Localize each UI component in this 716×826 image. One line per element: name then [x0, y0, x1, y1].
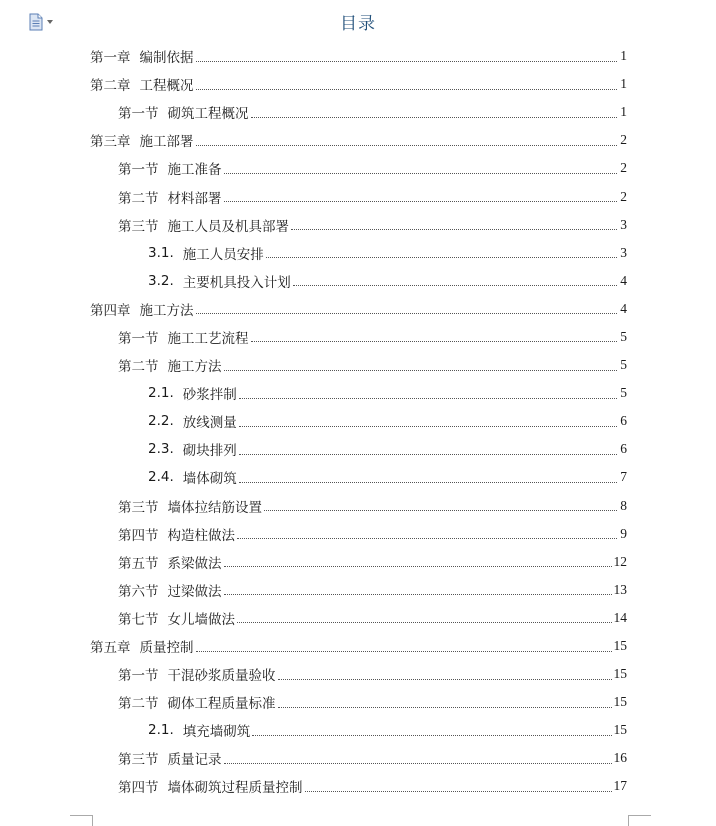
toc-dot-leader [196, 313, 618, 314]
toc-page-number: 8 [620, 497, 627, 513]
toc-page-number: 16 [613, 750, 627, 766]
toc-entry[interactable] [90, 744, 627, 772]
table-of-contents [90, 42, 627, 801]
toc-dot-leader [278, 707, 612, 708]
toc-entry-number: 2.3. [148, 441, 174, 458]
toc-entry-number: 第二节 [118, 359, 159, 376]
toc-entry[interactable] [90, 239, 627, 267]
toc-entry[interactable] [90, 772, 627, 800]
toc-entry-number: 第六节 [118, 583, 159, 600]
toc-page-number: 3 [620, 244, 627, 260]
toc-entry-number: 2.4. [148, 469, 174, 486]
toc-entry-number: 第三章 [90, 134, 131, 151]
toc-page-number: 1 [620, 48, 627, 64]
toc-entry-title: 施工人员安排 [182, 246, 264, 263]
toc-page-number: 14 [613, 609, 627, 625]
toc-page-number: 2 [620, 160, 627, 176]
toc-entry[interactable] [90, 548, 627, 576]
toc-dot-leader [266, 257, 617, 258]
toc-dot-leader [224, 566, 612, 567]
toc-entry-title: 干混砂浆质量验收 [167, 668, 276, 685]
toc-dot-leader [224, 763, 612, 764]
toc-entry[interactable] [90, 660, 627, 688]
toc-entry-number: 第一节 [118, 162, 159, 179]
toc-dot-leader [239, 482, 617, 483]
toc-entry-number: 第七节 [118, 611, 159, 628]
toc-dot-leader [239, 426, 617, 427]
toc-entry-number: 第三节 [118, 752, 159, 769]
toc-entry-title: 质量控制 [139, 640, 194, 657]
toc-page-number: 13 [613, 581, 627, 597]
toc-page-number: 15 [613, 694, 627, 710]
toc-entry-number: 第一节 [118, 668, 159, 685]
toc-entry-number: 第一节 [118, 330, 159, 347]
toc-dot-leader [196, 145, 618, 146]
toc-dot-leader [239, 398, 617, 399]
toc-entry-title: 墙体砌筑过程质量控制 [167, 780, 303, 797]
toc-entry-title: 系梁做法 [167, 555, 222, 572]
toc-entry[interactable] [90, 576, 627, 604]
toc-entry-number: 第五节 [118, 555, 159, 572]
toc-entry-title: 砌块排列 [182, 443, 237, 460]
toc-page-number: 4 [620, 272, 627, 288]
toc-entry-number: 第三节 [118, 499, 159, 516]
toc-entry[interactable] [90, 632, 627, 660]
toc-entry-number: 第四章 [90, 302, 131, 319]
toc-page-number: 12 [613, 553, 627, 569]
toc-page-number: 2 [620, 188, 627, 204]
toc-entry-title: 砌筑工程概况 [167, 106, 249, 123]
toc-entry-number: 3.2. [148, 272, 174, 289]
toc-dot-leader [224, 173, 618, 174]
toc-entry[interactable] [90, 435, 627, 463]
toc-entry-title: 构造柱做法 [167, 527, 235, 544]
toc-entry[interactable] [90, 182, 627, 210]
toc-dot-leader [196, 89, 618, 90]
toc-entry-title: 施工工艺流程 [167, 330, 249, 347]
toc-page-number: 6 [620, 441, 627, 457]
toc-dot-leader [237, 622, 612, 623]
toc-entry-title: 工程概况 [139, 78, 194, 95]
toc-dot-leader [224, 201, 618, 202]
toc-entry[interactable] [90, 42, 627, 70]
toc-entry-title: 墙体砌筑 [182, 471, 237, 488]
toc-dot-leader [252, 735, 611, 736]
toc-page-number: 4 [620, 300, 627, 316]
toc-dot-leader [293, 285, 617, 286]
toc-page-number: 7 [620, 469, 627, 485]
toc-entry-title: 施工方法 [139, 302, 194, 319]
toc-entry-title: 砌体工程质量标准 [167, 696, 276, 713]
toc-entry[interactable] [90, 520, 627, 548]
toc-entry[interactable] [90, 492, 627, 520]
toc-entry[interactable] [90, 70, 627, 98]
toc-page-number: 1 [620, 104, 627, 120]
toc-entry-title: 编制依据 [139, 50, 194, 67]
toc-entry[interactable] [90, 688, 627, 716]
toc-entry-number: 第一章 [90, 50, 131, 67]
toc-dot-leader [305, 791, 612, 792]
toc-page-number: 6 [620, 413, 627, 429]
toc-entry-number: 第二节 [118, 190, 159, 207]
toc-dot-leader [291, 229, 617, 230]
toc-page-number: 17 [613, 778, 627, 794]
toc-entry-title: 女儿墙做法 [167, 611, 235, 628]
page-corner-mark-right [628, 815, 651, 826]
toc-entry-number: 第四节 [118, 527, 159, 544]
toc-entry[interactable] [90, 463, 627, 491]
page-title: 目录 [340, 14, 376, 34]
toc-entry[interactable] [90, 351, 627, 379]
toc-entry-title: 施工人员及机具部署 [167, 218, 289, 235]
toc-page-number: 9 [620, 525, 627, 541]
toc-page-number: 15 [613, 666, 627, 682]
toc-page-number: 5 [620, 357, 627, 373]
toc-dot-leader [251, 341, 618, 342]
toc-entry-title: 过梁做法 [167, 583, 222, 600]
toc-entry[interactable] [90, 154, 627, 182]
toc-entry-number: 第二章 [90, 78, 131, 95]
toc-entry[interactable] [90, 295, 627, 323]
toc-entry[interactable] [90, 407, 627, 435]
toc-entry-title: 砂浆拌制 [182, 387, 237, 404]
toc-entry[interactable] [90, 379, 627, 407]
toc-entry-number: 第二节 [118, 696, 159, 713]
toc-entry[interactable] [90, 716, 627, 744]
toc-entry-title: 质量记录 [167, 752, 222, 769]
toc-dot-leader [237, 538, 617, 539]
toc-entry-title: 材料部署 [167, 190, 222, 207]
toc-entry-number: 第三节 [118, 218, 159, 235]
toc-entry-number: 3.1. [148, 244, 174, 261]
toc-page-number: 5 [620, 385, 627, 401]
toc-entry-title: 主要机具投入计划 [182, 274, 291, 291]
toc-entry[interactable] [90, 323, 627, 351]
toc-entry[interactable] [90, 604, 627, 632]
toc-dot-leader [196, 651, 612, 652]
toc-dot-leader [264, 510, 617, 511]
toc-entry[interactable] [90, 126, 627, 154]
toc-page-number: 15 [613, 638, 627, 654]
toc-entry-title: 施工准备 [167, 162, 222, 179]
page-corner-mark-left [70, 815, 93, 826]
toc-entry-number: 2.1. [148, 722, 174, 739]
toc-page-number: 2 [620, 132, 627, 148]
toc-entry[interactable] [90, 98, 627, 126]
toc-entry-number: 第一节 [118, 106, 159, 123]
toc-page-number: 1 [620, 76, 627, 92]
toc-dot-leader [251, 117, 618, 118]
toc-entry-number: 第四节 [118, 780, 159, 797]
toc-entry-number: 第五章 [90, 640, 131, 657]
toc-dot-leader [278, 679, 612, 680]
toc-entry-title: 填充墙砌筑 [182, 724, 251, 741]
toc-page-number: 3 [620, 216, 627, 232]
toc-entry-number: 2.2. [148, 413, 174, 430]
toc-dot-leader [224, 370, 618, 371]
toc-entry-title: 放线测量 [182, 415, 237, 432]
toc-entry[interactable] [90, 267, 627, 295]
toc-entry-title: 施工部署 [139, 134, 194, 151]
toc-dot-leader [239, 454, 617, 455]
toc-entry[interactable] [90, 211, 627, 239]
toc-dot-leader [224, 594, 612, 595]
toc-entry-title: 施工方法 [167, 359, 222, 376]
toc-page-number: 15 [613, 722, 627, 738]
toc-dot-leader [196, 61, 618, 62]
toc-page-number: 5 [620, 328, 627, 344]
toc-entry-number: 2.1. [148, 385, 174, 402]
toc-entry-title: 墙体拉结筋设置 [167, 499, 262, 516]
